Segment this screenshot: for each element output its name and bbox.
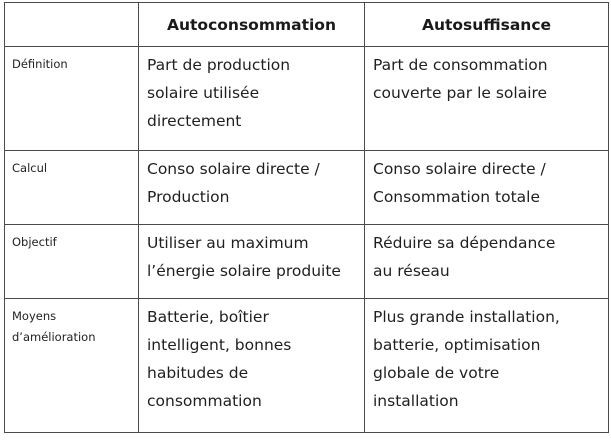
cell-line: consommation [147,392,262,410]
row-label-line: d’amélioration [12,330,96,344]
cell-calcul-autoconsommation [139,151,365,225]
cell-line: Utiliser au maximum [147,234,309,252]
cell-line: Part de production [147,56,291,74]
table-row-objectif [5,225,609,299]
row-label-objectif [5,225,139,299]
cell-line: Plus grande installation, [373,308,560,326]
cell-line: Consommation totale [373,188,540,206]
cell-line: batterie, optimisation [373,336,541,354]
cell-line: Réduire sa dépendance [373,234,556,252]
row-label-calcul [5,151,139,225]
table-row-definition [5,47,609,151]
cell-line: Conso solaire directe / [147,160,320,178]
cell-definition-autosuffisance [365,47,609,151]
row-label-moyens [5,299,139,433]
cell-line: installation [373,392,459,410]
cell-line: Part de consommation [373,56,548,74]
cell-objectif-autoconsommation [139,225,365,299]
row-label-line: Définition [12,57,68,71]
row-label-definition [5,47,139,151]
cell-line: solaire utilisée [147,84,260,102]
cell-line: Conso solaire directe / [373,160,546,178]
comparison-table [4,2,609,433]
cell-line: globale de votre [373,364,500,382]
table-row-moyens [5,299,609,433]
row-label-line: Moyens [12,309,57,323]
cell-line: directement [147,112,242,130]
cell-line: Batterie, boîtier [147,308,269,326]
table-header-row [5,3,609,47]
row-label-line: Calcul [12,161,48,175]
cell-moyens-autoconsommation [139,299,365,433]
cell-line: intelligent, bonnes [147,336,292,354]
cell-definition-autoconsommation [139,47,365,151]
cell-line: habitudes de [147,364,249,382]
cell-objectif-autosuffisance [365,225,609,299]
cell-line: l’énergie solaire produite [147,262,341,280]
header-autosuffisance: Autosuffisance [365,3,609,47]
header-autoconsommation: Autoconsommation [139,3,365,47]
cell-calcul-autosuffisance [365,151,609,225]
cell-line: Production [147,188,230,206]
cell-line: couverte par le solaire [373,84,548,102]
cell-line: au réseau [373,262,450,280]
row-label-line: Objectif [12,235,57,249]
table-row-calcul [5,151,609,225]
header-empty-cell [5,3,139,47]
cell-moyens-autosuffisance [365,299,609,433]
